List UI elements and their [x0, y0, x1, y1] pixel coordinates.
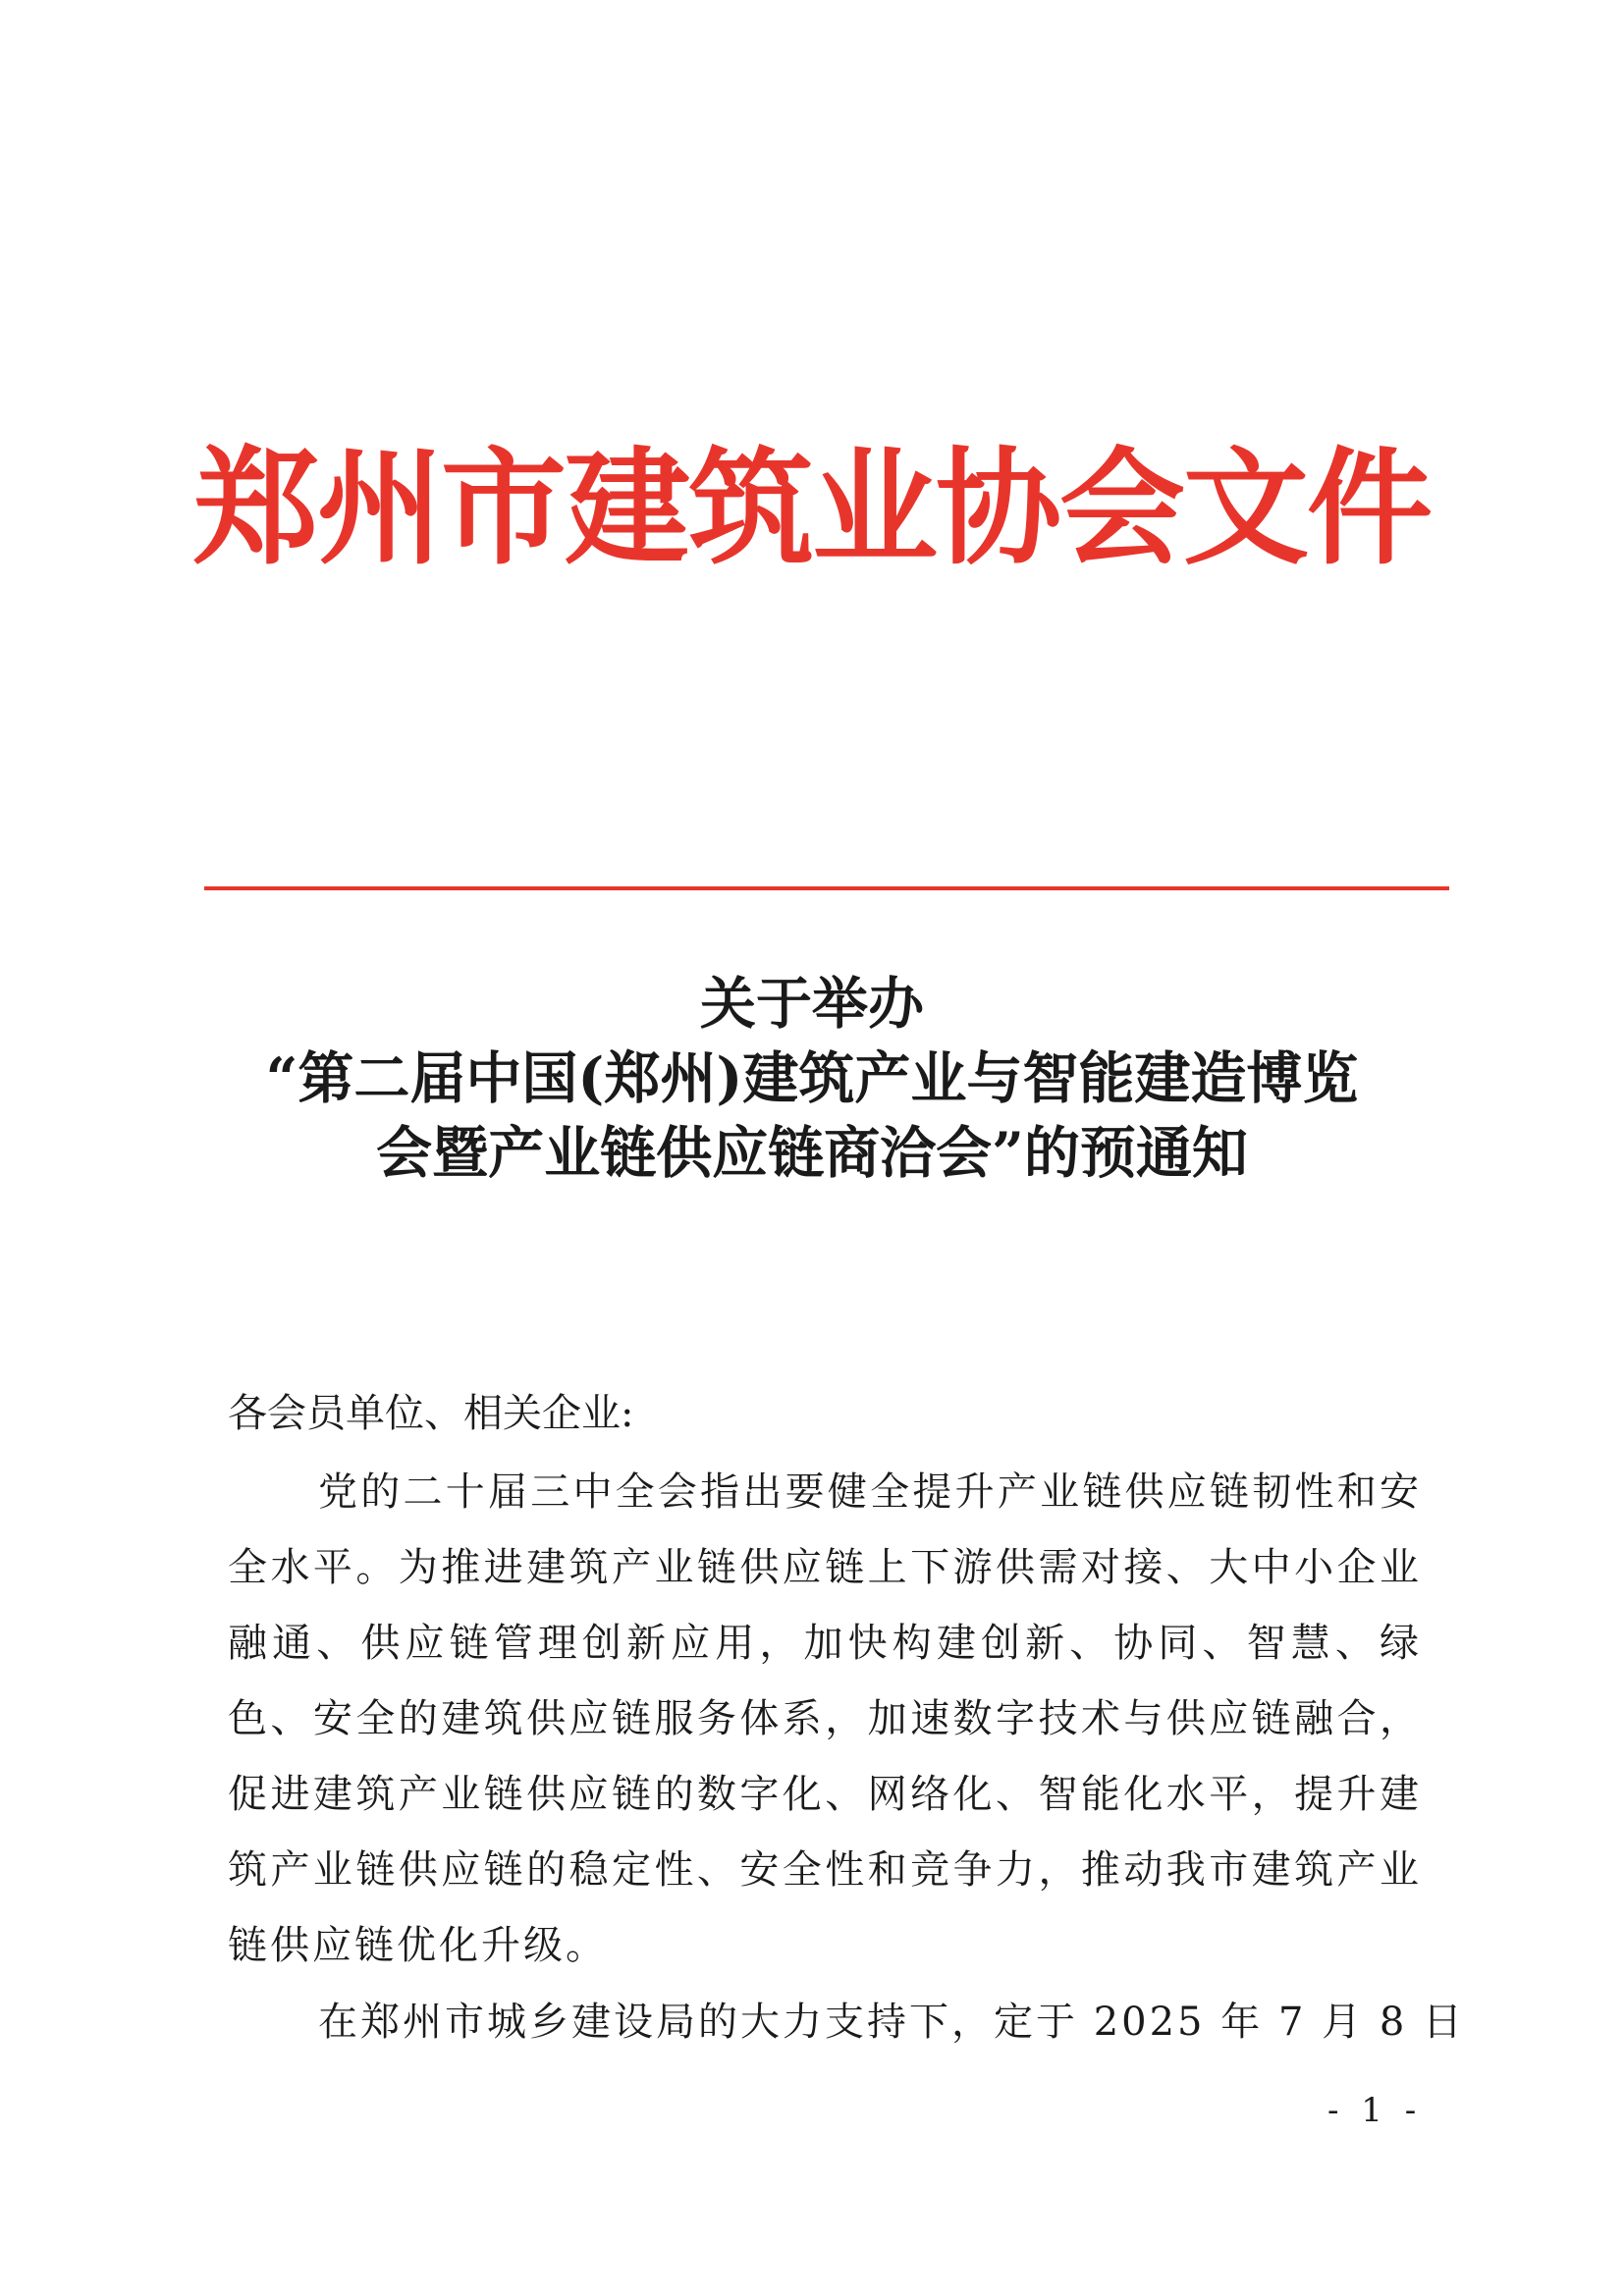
body-paragraph-1: 党的二十届三中全会指出要健全提升产业链供应链韧性和安全水平。为推进建筑产业链供应链上下游供需对接、大中小企业融通、供应链管理创新应用，加快构建创新、协同、智慧、绿色、安全的建筑供应链服务体系，加速数字技术与供应链融合，促进建筑产业链供应链的数字化、网络化、智能化水平，提升建筑产业链供应链的稳定性、安全性和竞争力，推动我市建筑产业链供应链优化升级。 — [228, 1469, 1422, 1968]
document-header-title: 郑州市建筑业协会文件 — [192, 436, 1431, 582]
notice-title-line-2: “第二届中国(郑州)建筑产业与智能建造博览 — [265, 1045, 1359, 1111]
notice-title-line-1: 关于举办 — [700, 971, 924, 1037]
notice-title — [0, 967, 1624, 1191]
body-paragraph-2: 在郑州市城乡建设局的大力支持下，定于 2025 年 7 月 8 日 — [318, 2000, 1465, 2045]
page-number: - 1 - — [1327, 2091, 1423, 2130]
salutation: 各会员单位、相关企业: — [228, 1391, 634, 1436]
header-red-divider — [204, 886, 1449, 890]
notice-title-line-3: 会暨产业链供应链商洽会”的预通知 — [376, 1120, 1248, 1186]
